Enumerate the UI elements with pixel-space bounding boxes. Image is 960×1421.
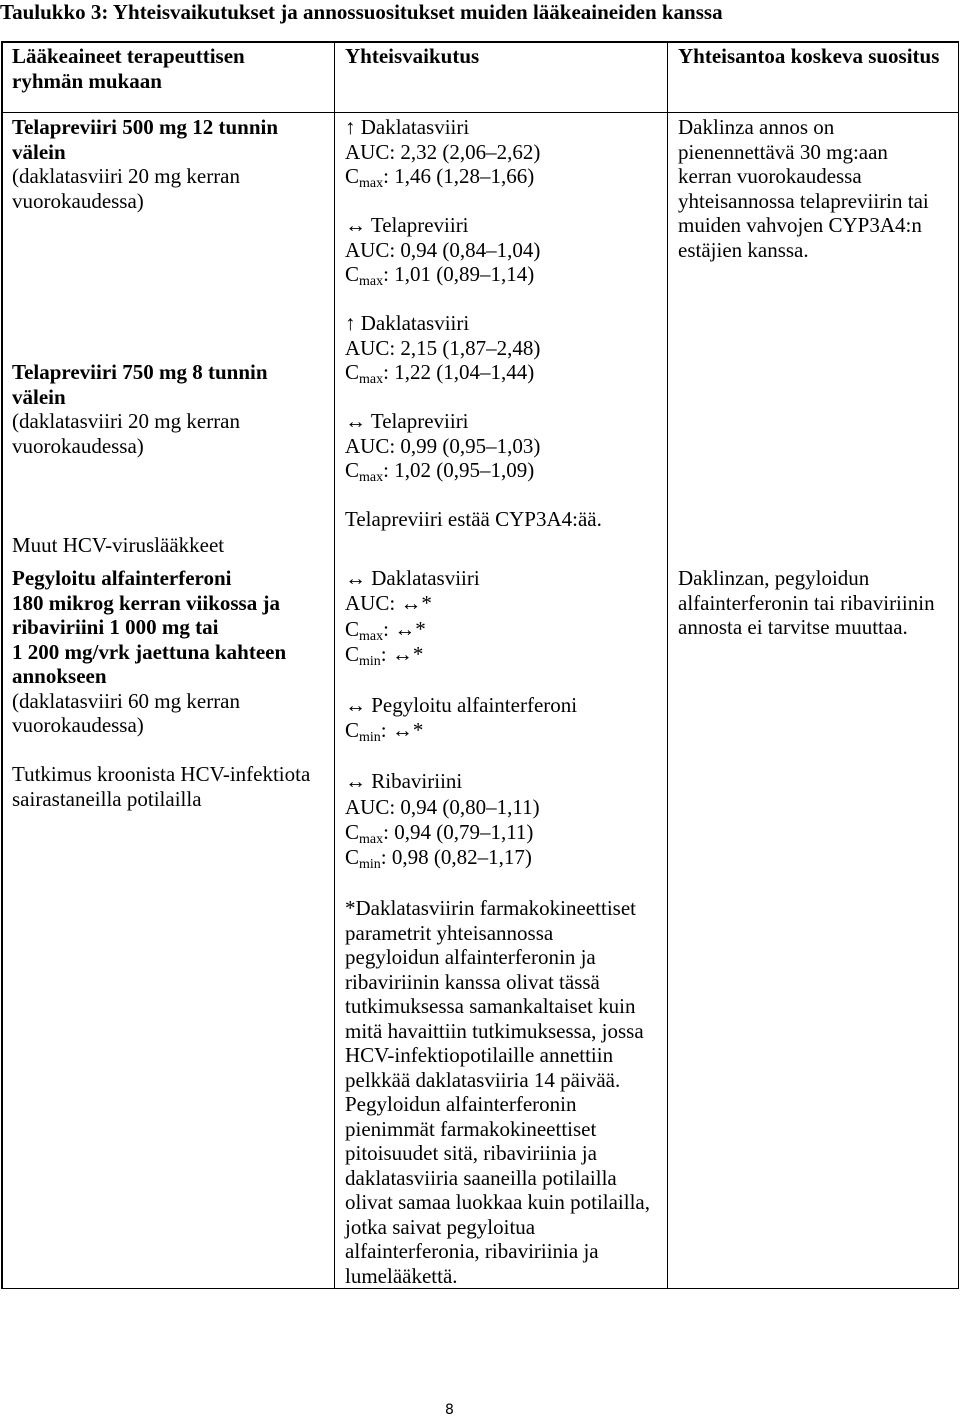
param-subscript: max: [359, 274, 384, 289]
cmin-value: [345, 718, 577, 746]
footnote-line: HCV-infektiopotilaille annettiin: [345, 1043, 614, 1067]
footnote-line: pienimmät farmakokineettiset: [345, 1116, 597, 1141]
header-divider: [1, 112, 959, 114]
dosing-line: vuorokaudessa): [12, 433, 144, 458]
cmax-value: [345, 820, 577, 845]
header-interaction: [345, 44, 479, 69]
footnote-line: pitoisuudet sitä, ribaviriinia ja: [345, 1141, 597, 1165]
param-value: : ↔*: [383, 616, 426, 641]
line-spacer: [345, 668, 577, 693]
param-subscript: max: [359, 628, 384, 644]
line-spacer: [345, 744, 577, 769]
param-value: : ↔*: [380, 642, 424, 667]
cmax-value: [345, 360, 602, 385]
dosing-line: vuorokaudessa): [12, 188, 144, 213]
footnote-line: tutkimuksessa samankaltaiset kuin: [345, 994, 636, 1018]
cmax-value: [345, 458, 602, 483]
footnote-line: *Daklatasviirin farmakokineettiset: [345, 896, 636, 920]
footnote-line: daklatasviiria saaneilla potilailla: [345, 1165, 617, 1190]
dosing-line: (daklatasviiri 60 mg kerran: [12, 688, 241, 713]
interaction-cell: [345, 311, 602, 532]
header-line: Yhteisantoa koskeva suositus: [678, 44, 940, 68]
param-symbol: C: [345, 360, 360, 384]
footnote-line: pelkkää daklatasviiria 14 päivää.: [345, 1067, 621, 1092]
auc-value: AUC: 0,94 (0,84–1,04): [345, 237, 541, 262]
footnote-line: Pegyloidun alfainterferonin: [345, 1092, 577, 1116]
footnote: [345, 896, 650, 1288]
footnote-line: mitä havaittiin tutkimuksessa, jossa: [345, 1018, 644, 1043]
drug-line: 1 200 mg/vrk jaettuna kahteen: [12, 639, 287, 664]
footnote-line: lumelääkettä.: [345, 1263, 458, 1288]
cmin-value: [345, 845, 577, 873]
footnote-line: pegyloidun alfainterferonin ja: [345, 945, 596, 969]
table-border-right: [958, 41, 960, 1289]
auc-value: AUC: ↔*: [345, 591, 432, 616]
interaction-cell: [345, 115, 540, 287]
recommendation-line: estäjien kanssa.: [678, 237, 809, 262]
drug-line: annokseen: [12, 664, 107, 688]
header-drug-group: [12, 44, 245, 93]
auc-value: AUC: 0,94 (0,80–1,11): [345, 794, 540, 819]
recommendation-cell: [678, 566, 935, 640]
column-divider: [667, 41, 669, 1289]
recommendation-line: kerran vuorokaudessa: [678, 164, 862, 188]
recommendation-line: pienennettävä 30 mg:aan: [678, 139, 888, 164]
group-line: Muut HCV-viruslääkkeet: [12, 533, 225, 557]
interaction-drug: ↔ Pegyloitu alfainterferoni: [345, 692, 578, 717]
param-symbol: C: [345, 616, 360, 641]
param-symbol: C: [345, 458, 360, 482]
drug-line: Telapreviiri 750 mg 8 tunnin: [12, 360, 268, 384]
interaction-drug: ↔ Daklatasviiri: [345, 566, 480, 590]
auc-value: AUC: 0,99 (0,95–1,03): [345, 433, 541, 458]
interaction-drug: ↔ Ribaviriini: [345, 769, 463, 794]
drug-line: Pegyloitu alfainterferoni: [12, 566, 232, 590]
footnote-line: olivat samaa luokkaa kuin potilailla,: [345, 1190, 651, 1214]
drug-line: välein: [12, 384, 66, 409]
cmax-value: [345, 617, 577, 642]
auc-value: AUC: 2,15 (1,87–2,48): [345, 335, 541, 360]
recommendation-line: muiden vahvojen CYP3A4:n: [678, 213, 922, 237]
interaction-drug: ↔ Telapreviiri: [345, 409, 469, 433]
header-recommendation: [678, 44, 939, 69]
recommendation-cell: [678, 115, 929, 262]
param-symbol: C: [345, 845, 360, 870]
param-subscript: min: [359, 654, 381, 670]
study-line: Tutkimus kroonista HCV-infektiota: [12, 762, 311, 786]
param-subscript: min: [359, 857, 381, 873]
recommendation-line: alfainterferonin tai ribaviriinin: [678, 590, 935, 615]
line-spacer: [345, 189, 540, 214]
header-line: Lääkeaineet terapeuttisen: [12, 44, 245, 68]
line-spacer: [12, 738, 310, 763]
drug-line: välein: [12, 139, 66, 164]
recommendation-line: yhteisannossa telapreviirin tai: [678, 188, 929, 213]
recommendation-line: annosta ei tarvitse muuttaa.: [678, 615, 908, 639]
drug-group-label: [12, 533, 224, 558]
param-symbol: C: [345, 262, 360, 286]
page-number: 8: [445, 1402, 454, 1418]
drug-line: ribaviriini 1 000 mg tai: [12, 615, 219, 639]
footnote-line: parametrit yhteisannossa: [345, 920, 554, 945]
param-subscript: max: [359, 372, 384, 387]
cmin-value: [345, 642, 577, 670]
dosing-line: (daklatasviiri 20 mg kerran: [12, 164, 241, 188]
line-spacer: [345, 483, 602, 508]
interaction-drug: ↔ Telapreviiri: [345, 213, 469, 237]
param-value: : 1,46 (1,28–1,66): [383, 164, 535, 188]
table-border-top: [1, 41, 959, 43]
table-border-left: [1, 41, 3, 1289]
param-value: : 0,98 (0,82–1,17): [380, 845, 532, 870]
drug-cell: [12, 566, 310, 811]
dosing-line: (daklatasviiri 20 mg kerran: [12, 409, 241, 433]
param-value: : 1,22 (1,04–1,44): [383, 360, 535, 384]
param-subscript: min: [359, 730, 381, 746]
interaction-drug: ↑ Daklatasviiri: [345, 311, 470, 335]
footnote-line: alfainterferonia, ribaviriinia ja: [345, 1239, 599, 1263]
param-symbol: C: [345, 642, 360, 667]
recommendation-line: Daklinzan, pegyloidun: [678, 566, 870, 590]
table-title: Taulukko 3: Yhteisvaikutukset ja annossuositukset muiden lääkeaineiden kanssa: [0, 0, 723, 24]
line-spacer: [345, 385, 602, 410]
cmax-value: [345, 164, 540, 189]
drug-cell: [12, 360, 268, 458]
param-value: : ↔*: [380, 718, 424, 743]
param-subscript: max: [359, 470, 384, 485]
column-divider: [334, 41, 336, 1289]
param-subscript: max: [359, 831, 384, 847]
study-line: sairastaneilla potilailla: [12, 786, 202, 811]
footnote-line: jotka saivat pegyloitua: [345, 1214, 536, 1239]
param-value: : 0,94 (0,79–1,11): [383, 819, 534, 844]
cmax-value: [345, 262, 540, 287]
drug-line: 180 mikrog kerran viikossa ja: [12, 590, 280, 615]
param-symbol: C: [345, 819, 360, 844]
param-value: : 1,01 (0,89–1,14): [383, 262, 535, 286]
dosing-line: vuorokaudessa): [12, 713, 144, 737]
drug-cell: [12, 115, 278, 213]
param-symbol: C: [345, 718, 360, 743]
mechanism-note: Telapreviiri estää CYP3A4:ää.: [345, 507, 602, 531]
param-value: : 1,02 (0,95–1,09): [383, 458, 535, 482]
param-subscript: max: [359, 176, 384, 191]
recommendation-line: Daklinza annos on: [678, 115, 835, 139]
header-line: ryhmän mukaan: [12, 68, 162, 93]
interaction-cell: [345, 566, 577, 871]
auc-value: AUC: 2,32 (2,06–2,62): [345, 139, 541, 164]
drug-line: Telapreviiri 500 mg 12 tunnin: [12, 115, 279, 139]
header-line: Yhteisvaikutus: [345, 44, 480, 68]
footnote-line: ribaviriinin kanssa olivat tässä: [345, 969, 600, 994]
interaction-drug: ↑ Daklatasviiri: [345, 115, 470, 139]
param-symbol: C: [345, 164, 360, 188]
